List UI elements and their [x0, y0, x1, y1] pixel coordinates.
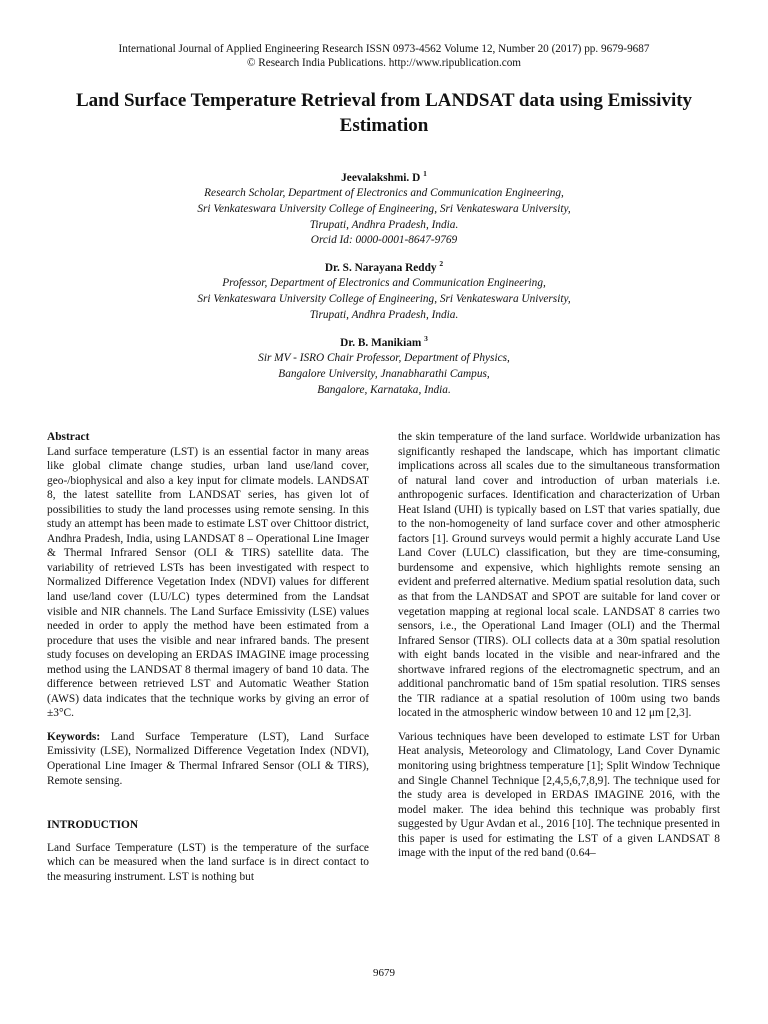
affiliation-line: Sir MV - ISRO Chair Professor, Department of Physics,: [258, 352, 510, 365]
affiliation-line: Sri Venkateswara University College of Engineering, Sri Venkateswara University,: [197, 202, 571, 215]
publisher-line: © Research India Publications. http://www.ripublication.com: [246, 57, 522, 69]
orcid-line: Orcid Id: 0000-0001-8647-9769: [310, 234, 458, 247]
journal-header: [0, 42, 768, 70]
right-column: [398, 430, 720, 861]
affiliation-line: Bangalore, Karnataka, India.: [317, 383, 451, 396]
abstract-text: Land surface temperature (LST) is an essential factor in many areas like global climate change studies, urban land use/land cover, geo-/biophysical and also a key input for climate models. LANDSAT 8, the latest satellite from LANDSAT series, has given lot of possibilities to study the land processes using remote sensing. In this study an attempt has been made to estimate LST over Chittoor district, Andhra Pradesh, India, using LANDSAT 8 – Operational Line Imager & Thermal Infrared Sensor (OLI & TIRS) satellite data. The variability of retrieved LSTs has been investigated with respect to Normalized Difference Vegetation Index (NDVI) values for different land use/land cover (LU/LC) types determined from the Landsat visible and NIR channels. The Land Surface Emissivity (LSE) values needed in order to apply the method have been estimated from a procedure that uses the visible and near infrared bands. The present study focuses on developing an ERDAS IMAGINE image processing method using the LANDSAT 8 thermal imagery of band 10 data. The difference between retrieved LST and Automatic Weather Station (AWS) data indicates that the technique works by giving an error of ±3°C.: [47, 445, 369, 720]
keywords-text: Land Surface Temperature (LST), Land Surface Emissivity (LSE), Normalized Difference Vegetation Index (NDVI), Operational Line Imager & Thermal Infrared Sensor (OLI & TIRS), Remote sensing.: [47, 730, 369, 787]
body-paragraph: Various techniques have been developed to estimate LST for Urban Heat analysis, Meteorology and Climatology, Land Cover Dynamic monitoring using brightness temperature [1]; Split Window Technique and Single Channel Technique [2,4,5,6,7,8,9]. The technique used for the study area is developed in ERDAS IMAGINE 2016, with the model maker. The idea behind this technique was probably first suggested by Ugur Avdan et al., 2016 [10]. The technique presented in this paper is used for estimating the LST of a given LANDSAT 8 image with the input of the red band (0.64–: [398, 730, 720, 860]
author-name: Dr. S. Narayana Reddy $^2$: [324, 259, 444, 274]
author-block-2: [80, 256, 688, 323]
abstract-heading: Abstract: [47, 431, 90, 443]
keywords-paragraph: [47, 730, 369, 788]
affiliation-line: Professor, Department of Electronics and Communication Engineering,: [222, 277, 546, 290]
affiliation-line: Tirupati, Andhra Pradesh, India.: [309, 218, 459, 231]
author-block-1: [80, 166, 688, 249]
journal-citation: International Journal of Applied Engineering Research ISSN 0973-4562 Volume 12, Number 20 (2017) pp. 9679-9687: [118, 43, 650, 55]
author-name: Dr. B. Manikiam $^3$: [340, 334, 428, 349]
author-block-3: [80, 331, 688, 398]
page-number: 9679: [373, 967, 395, 979]
author-name: Jeevalakshmi. D $^1$: [341, 169, 427, 184]
affiliation-line: Research Scholar, Department of Electronics and Communication Engineering,: [204, 187, 564, 200]
left-column: [47, 430, 369, 884]
introduction-heading: INTRODUCTION: [47, 819, 139, 832]
affiliation-line: Bangalore University, Jnanabharathi Campus,: [278, 367, 490, 380]
introduction-paragraph: Land Surface Temperature (LST) is the temperature of the surface which can be measured when the land surface is in direct contact to the measuring instrument. LST is nothing but: [47, 841, 369, 883]
keywords-label: Keywords:: [47, 730, 101, 743]
paper-title: Land Surface Temperature Retrieval from LANDSAT data using Emissivity Estimation: [75, 90, 693, 136]
affiliation-line: Sri Venkateswara University College of Engineering, Sri Venkateswara University,: [197, 292, 571, 305]
affiliation-line: Tirupati, Andhra Pradesh, India.: [309, 308, 459, 321]
body-paragraph: the skin temperature of the land surface. Worldwide urbanization has significantly reshaped the landscape, which has important climatic implications across all scales due to the simultaneous transformation of natural land cover and introduction of urban materials i.e. anthropogenic surfaces. Identification and characterization of Urban Heat Island (UHI) is typically based on LST that varies spatially, due to the non-homogeneity of land surface cover and other atmospheric factors [1]. Ground surveys would permit a highly accurate Land Use Land Cover (LULC) classification, but they are time-consuming, burdensome and expensive, which highlights remote sensing an evident and preferred alternative. Medium spatial resolution data, such as that from the LANDSAT and SPOT are suitable for land cover or vegetation mapping at regional local scale. LANDSAT 8 carries two sensors, i.e., the Operational Land Imager (OLI) and the Thermal Infrared Sensor (TIRS). OLI collects data at a 30m spatial resolution with eight bands located in the visible and near-infrared and the shortwave infrared regions of the electromagnetic spectrum, and an additional panchromatic band of 15m spatial resolution. TIRS senses the TIR radiance at a spatial resolution of 100m using two bands located in the atmospheric window between 10 and 12 μm [2,3].: [398, 431, 720, 720]
